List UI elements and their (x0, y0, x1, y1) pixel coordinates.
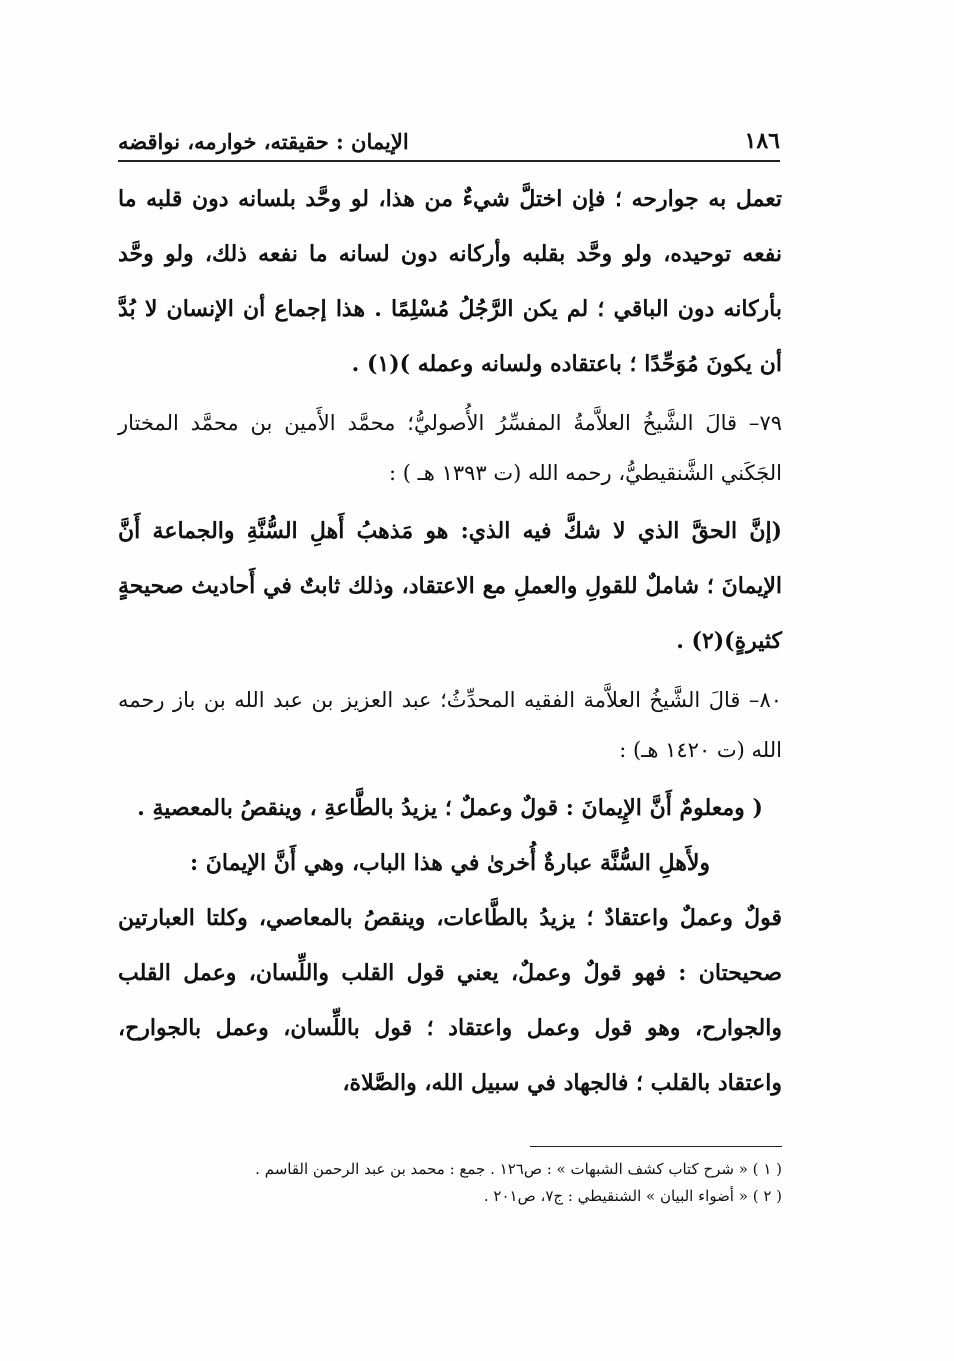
page-number: ١٨٦ (744, 128, 780, 154)
footnote-2: ( ٢ ) « أضواء البيان » الشنقيطي : ج٧، ص٢٠١ . (483, 1187, 782, 1205)
paragraph-continuation: تعمل به جوارحه ؛ فإن اختلَّ شيءٌ من هذا، لو وحَّد بلسانه دون قلبه ما نفعه توحيده، ولو وحَّد بقلبه وأركانه دون لسانه ما نفعه ذلك، ولو وحَّد بأركانه دون الباقي ؛ لم يكن الرَّجُلُ مُسْلِمًا . هذا إجماع أن الإنسان لا بُدَّ أن يكونَ مُوَحِّدًا ؛ باعتقاده ولسانه وعمله )(١) . (118, 186, 782, 377)
paragraph-quote-ibn-baz-2: ولأَهلِ السُّنَّة عبارةٌ أُخرىٰ في هذا الباب، وهي أَنَّ الإيمانَ : (190, 850, 710, 876)
paragraph-quote-ibn-baz-3: قولٌ وعملٌ واعتقادٌ ؛ يزيدُ بالطَّاعات، وينقصُ بالمعاصي، وكلتا العبارتين صحيحتان : فهو قولٌ وعملٌ، يعني قول القلب واللِّسان، وعمل القلب والجوارح، وهو قول وعمل واعتقاد ؛ قول باللِّسان، وعمل بالجوارح، واعتقاد بالقلب ؛ فالجهاد في سبيل الله، والصَّلاة، (118, 905, 782, 1096)
paragraph-quote-ibn-baz-1: ( ومعلومٌ أَنَّ الإِيمانَ : قولٌ وعملٌ ؛ يزيدُ بالطَّاعةِ ، وينقصُ بالمعصيةِ . (137, 795, 763, 821)
page-body (118, 172, 782, 1111)
footnote-1: ( ١ ) « شرح كتاب كشف الشبهات » : ص١٢٦ . جمع : محمد بن عبد الرحمن القاسم . (255, 1160, 782, 1178)
footnote-divider (530, 1146, 782, 1147)
paragraph-quote-shinqiti: (إنَّ الحقَّ الذي لا شكَّ فيه الذي: هو مَذهبُ أَهلِ السُّنَّةِ والجماعة أَنَّ الإيمانَ ؛ شاملٌ للقولِ والعملِ مع الاعتقاد، وذلك ثابتٌ في أَحاديث صحيحةٍ كثيرةٍ)(٢) . (118, 518, 782, 654)
page-header (118, 118, 780, 162)
footnotes (150, 1156, 782, 1210)
running-title: الإيمان : حقيقته، خوارمه، نواقضه (118, 129, 409, 154)
paragraph-quote-intro-79: ٧٩– قالَ الشَّيخُ العلاَّمةُ المفسِّرُ الأُصوليُّ؛ محمَّد الأَمين بن محمَّد المختار الجَكَني الشَّنقيطيُّ، رحمه الله (ت ١٣٩٣ هـ ) : (118, 411, 782, 485)
paragraph-quote-intro-80: ٨٠– قالَ الشَّيخُ العلاَّمة الفقيه المحدِّثُ؛ عبد العزيز بن عبد الله بن باز رحمه الله (ت ١٤٢٠ هـ) : (118, 688, 782, 762)
